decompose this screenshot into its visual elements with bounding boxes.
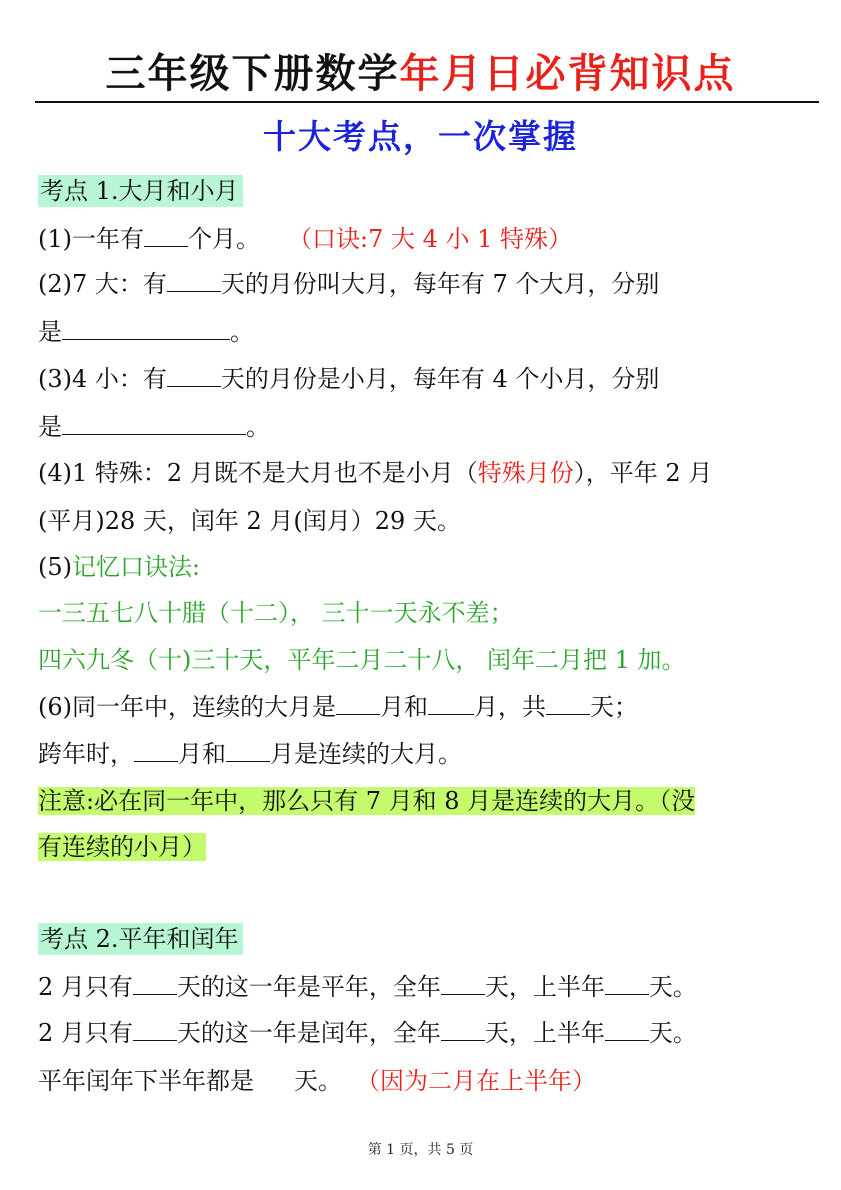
note-text-2: 有连续的小月） — [38, 833, 206, 861]
note-text-1: 注意:必在同一年中，那么只有 7 月和 8 月是连续的大月。（没 — [38, 787, 696, 815]
section2-heading-line — [38, 922, 243, 956]
question-1 — [38, 222, 572, 256]
q2-text-d: 。 — [230, 318, 254, 346]
note-line-1 — [38, 784, 695, 818]
page-footer: 第 1 页，共 5 页 — [367, 1142, 474, 1158]
answer-blank[interactable] — [441, 1018, 485, 1041]
q3-text-c: 是 — [38, 413, 62, 441]
q1-text-a: (1)一年有 — [38, 225, 144, 253]
q5-text-a: (5) — [38, 553, 72, 581]
answer-blank[interactable] — [62, 412, 246, 435]
answer-blank[interactable] — [167, 269, 221, 292]
question-3-cont — [38, 410, 270, 444]
s2l1-text-b: 天的这一年是平年，全年 — [176, 973, 441, 1001]
q1-hint: （口诀:7 大 4 小 1 特殊） — [288, 225, 573, 253]
title-black: 三年级下册数学 — [105, 50, 400, 97]
title-red: 年月日必背知识点 — [399, 50, 736, 97]
q6-text-e: 跨年时， — [38, 740, 134, 768]
section2-heading: 考点 2.平年和闰年 — [38, 923, 243, 955]
q2-text-c: 是 — [38, 318, 62, 346]
q2-text-b: 天的月份叫大月，每年有 7 个大月，分别 — [220, 270, 660, 298]
answer-blank[interactable] — [134, 739, 178, 762]
answer-blank[interactable] — [336, 692, 380, 715]
s2-line-1 — [38, 970, 697, 1004]
question-5 — [38, 550, 200, 584]
note-line-2 — [38, 830, 206, 864]
q3-text-a: (3)4 小：有 — [38, 365, 167, 393]
question-3 — [38, 362, 659, 396]
answer-blank[interactable] — [441, 972, 485, 995]
document-title — [0, 48, 841, 100]
s2-line-3 — [38, 1064, 596, 1098]
question-2 — [38, 267, 659, 301]
q1-text-b: 个月。 — [188, 225, 260, 253]
answer-blank[interactable] — [605, 972, 649, 995]
answer-blank[interactable] — [133, 972, 177, 995]
q5-label: 记忆口诀法: — [72, 553, 201, 581]
s2l1-text-c: 天，上半年 — [484, 973, 605, 1001]
answer-blank[interactable] — [62, 317, 230, 340]
s2-line-2 — [38, 1016, 697, 1050]
answer-blank[interactable] — [428, 692, 474, 715]
s2l2-text-b: 天的这一年是闰年，全年 — [176, 1019, 441, 1047]
q3-text-d: 。 — [246, 413, 270, 441]
q4-text-c: (平月)28 天，闰年 2 月(闰月）29 天。 — [38, 507, 461, 535]
q6-text-d: 天； — [590, 693, 638, 721]
s2l1-text-d: 天。 — [648, 973, 697, 1001]
answer-blank[interactable] — [226, 739, 270, 762]
s2l3-text-a: 平年闰年下半年都是 — [38, 1067, 254, 1095]
question-4-cont — [38, 504, 461, 538]
s2l1-text-a: 2 月只有 — [38, 973, 133, 1001]
answer-blank[interactable] — [144, 224, 188, 247]
rhyme-line-2: 四六九冬（十)三十天，平年二月二十八， 闰年二月把 1 加。 — [38, 646, 686, 674]
answer-blank[interactable] — [167, 364, 221, 387]
q6-text-a: (6)同一年中，连续的大月是 — [38, 693, 336, 721]
rhyme-line-1: 一三五七八十腊（十二）， 三十一天永不差； — [38, 599, 514, 627]
question-6 — [38, 690, 638, 724]
subtitle: 十大考点，一次掌握 — [263, 117, 578, 156]
s2l3-text-b: 天。 — [294, 1067, 342, 1095]
question-2-cont — [38, 315, 254, 349]
answer-blank[interactable] — [546, 692, 590, 715]
s2l2-text-d: 天。 — [648, 1019, 697, 1047]
q2-text-a: (2)7 大：有 — [38, 270, 167, 298]
q3-text-b: 天的月份是小月，每年有 4 个小月，分别 — [220, 365, 660, 393]
question-4 — [38, 456, 712, 490]
q6-text-b: 月和 — [380, 693, 428, 721]
answer-blank[interactable] — [133, 1018, 177, 1041]
s2l3-hint: （因为二月在上半年） — [356, 1067, 596, 1095]
answer-blank[interactable] — [605, 1018, 649, 1041]
section1-heading: 考点 1.大月和小月 — [38, 175, 243, 207]
q4-text-b: ），平年 2 月 — [573, 459, 713, 487]
q4-text-a: (4)1 特殊：2 月既不是大月也不是小月（ — [38, 459, 478, 487]
title-rule — [35, 101, 819, 103]
section1-heading-line — [38, 174, 243, 208]
q6-text-c: 月，共 — [474, 693, 546, 721]
s2l2-text-a: 2 月只有 — [38, 1019, 133, 1047]
s2l2-text-c: 天，上半年 — [484, 1019, 605, 1047]
question-6-cont — [38, 737, 462, 771]
q4-special: 特殊月份 — [477, 459, 574, 487]
q6-text-g: 月是连续的大月。 — [270, 740, 462, 768]
q6-text-f: 月和 — [178, 740, 226, 768]
